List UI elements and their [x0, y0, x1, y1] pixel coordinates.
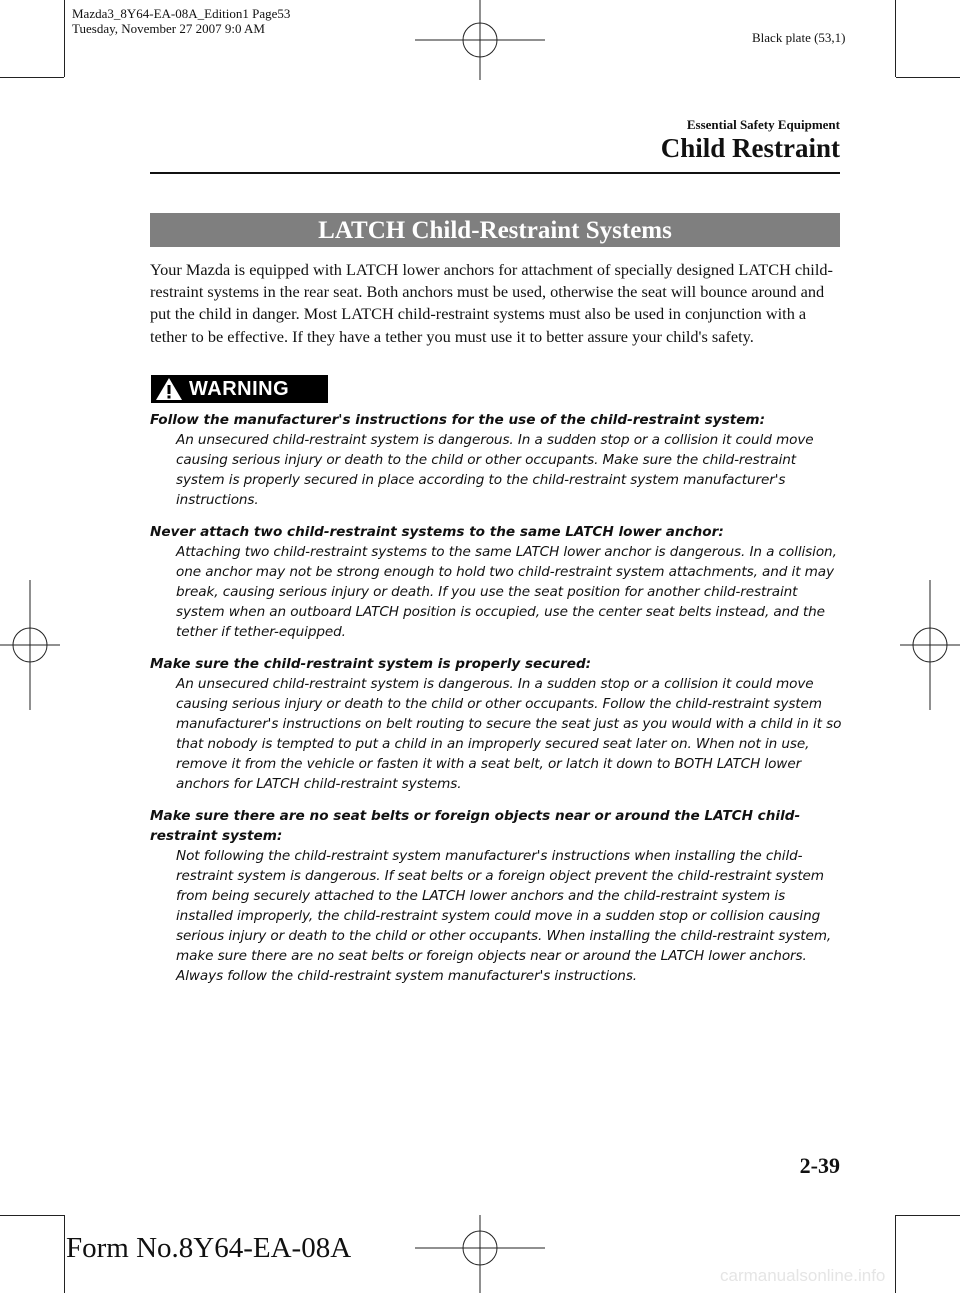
warning-item [150, 654, 845, 794]
section-label: Essential Safety Equipment [686, 117, 840, 132]
warning-item [150, 522, 845, 642]
page-title: Child Restraint [660, 133, 840, 163]
print-date-line: Tuesday, November 27 2007 9:0 AM [72, 21, 265, 36]
warning-label: WARNING [189, 378, 290, 400]
registration-mark-top [415, 0, 545, 80]
intro-paragraph: Your Mazda is equipped with LATCH lower anchors for attachment of specially designed LATCH child-restraint systems in the rear seat. Both anchors must be used, otherwise the seat will bounce around and put the child in danger. Most LATCH child-restraint systems must also be used in conjunction with a tether to be effective. If they have a tether you must use it to better assure your child's safety. [150, 260, 833, 346]
warning-heading: Make sure the child-restraint system is properly secured: [150, 656, 592, 672]
crop-mark [896, 1215, 960, 1216]
form-number: Form No.8Y64-EA-08A [66, 1232, 352, 1264]
crop-mark [896, 77, 960, 78]
registration-mark-left [0, 580, 60, 710]
registration-mark-bottom [415, 1215, 545, 1293]
print-plate: Black plate (53,1) [752, 30, 846, 45]
page-number: 2-39 [799, 1153, 840, 1178]
print-file-line: Mazda3_8Y64-EA-08A_Edition1 Page53 [72, 6, 291, 21]
crop-mark [895, 0, 896, 77]
warning-badge [151, 375, 328, 403]
warning-heading: Never attach two child-restraint systems to the same LATCH lower anchor: [150, 524, 724, 540]
crop-mark [0, 77, 64, 78]
warning-item [150, 806, 845, 986]
warning-body: An unsecured child-restraint system is dangerous. In a sudden stop or a collision it could move causing serious injury or death to the child or other occupants. Follow the child-restraint system manufacturer's instructions on belt routing to secure the seat just as you would with a child in it so that nobody is tempted to put a child in an improperly secured seat later on. When not in use, remove it from the vehicle or fasten it with a seat belt, or latch it down to BOTH LATCH lower anchors for LATCH child-restraint systems. [176, 676, 842, 792]
warning-triangle-icon [155, 377, 183, 401]
crop-mark [64, 0, 65, 77]
warning-heading: Follow the manufacturer's instructions for the use of the child-restraint system: [150, 412, 766, 428]
warning-body: Attaching two child-restraint systems to the same LATCH lower anchor is dangerous. In a collision, one anchor may not be strong enough to hold two child-restraint system attachments, and it may break, causing serious injury or death. If you use the seat position for another child-restraint system when an outboard LATCH position is occupied, use the center seat belts instead, and the tether if tether-equipped. [176, 544, 837, 640]
crop-mark [0, 1215, 64, 1216]
warning-body: An unsecured child-restraint system is dangerous. In a sudden stop or a collision it could move causing serious injury or death to the child or other occupants. Make sure the child-restraint system is properly secured in place according to the child-restraint system manufacturer's instructions. [176, 432, 814, 508]
crop-mark [64, 1215, 65, 1293]
registration-mark-right [900, 580, 960, 710]
crop-mark [895, 1215, 896, 1293]
warning-item [150, 410, 845, 510]
section-banner: LATCH Child-Restraint Systems [150, 213, 840, 247]
watermark: carmanualsonline.info [720, 1266, 886, 1285]
warning-body: Not following the child-restraint system manufacturer's instructions when installing the child-restraint system is dangerous. If seat belts or a foreign object prevent the child-restraint system from being securely attached to the LATCH lower anchors and the child-restraint system is installed improperly, the child-restraint system could move in a sudden stop or collision causing serious injury or death to the child or other occupants. When installing the child-restraint system, make sure there are no seat belts or foreign objects near or around the LATCH lower anchors. Always follow the child-restraint system manufacturer's instructions. [176, 848, 832, 984]
header-rule [150, 172, 840, 174]
warning-list [150, 410, 845, 998]
warning-heading: Make sure there are no seat belts or foreign objects near or around the LATCH child-restraint system: [150, 808, 801, 844]
